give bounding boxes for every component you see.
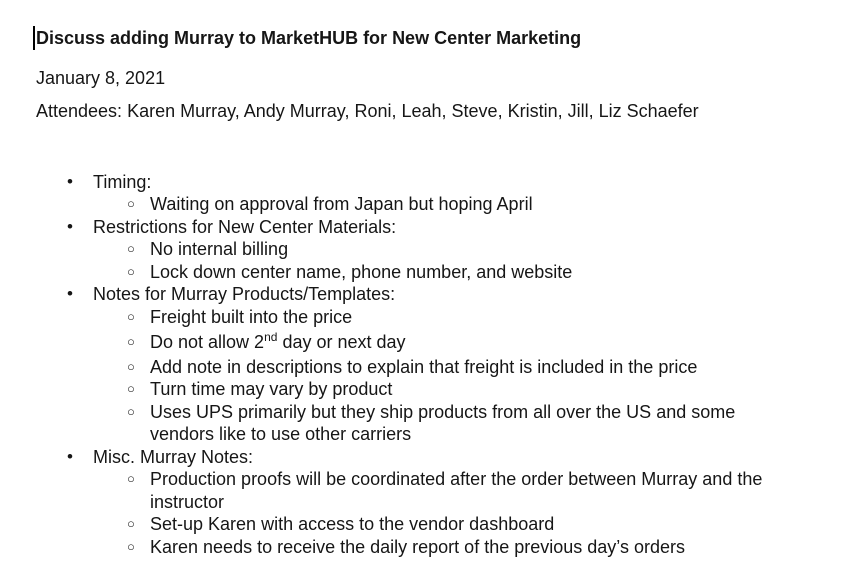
- circle-bullet-icon: ○: [127, 403, 135, 419]
- text-cursor: [33, 26, 35, 50]
- text-segment: day or next day: [277, 332, 406, 352]
- list-item-lock-down-info[interactable]: [36, 261, 816, 284]
- circle-bullet-icon: ○: [127, 358, 135, 374]
- list-item-misc-notes[interactable]: [36, 446, 816, 469]
- bullet-icon: •: [67, 284, 73, 303]
- list-item-text: Turn time may vary by product: [150, 379, 393, 399]
- circle-bullet-icon: ○: [127, 381, 135, 396]
- list-item-label: Timing:: [93, 171, 152, 192]
- date-line[interactable]: January 8, 2021: [36, 67, 166, 88]
- attendees-line[interactable]: Attendees: Karen Murray, Andy Murray, Roni, Leah, Steve, Kristin, Jill, Liz Schaefer: [36, 101, 699, 121]
- list-item-text: Lock down center name, phone number, and website: [150, 261, 573, 282]
- circle-bullet-icon: ○: [127, 334, 135, 349]
- list-item-text: Set-up Karen with access to the vendor dashboard: [150, 514, 555, 534]
- bullet-icon: •: [67, 171, 73, 191]
- circle-bullet-icon: ○: [127, 263, 135, 279]
- list-item-label: Restrictions for New Center Materials:: [93, 216, 397, 237]
- notes-list: [36, 171, 816, 559]
- list-item-ups-carriers[interactable]: [36, 401, 816, 446]
- list-item-text: Waiting on approval from Japan but hoping April: [150, 194, 533, 214]
- list-item-text: Karen needs to receive the daily report of the previous day’s orders: [150, 536, 685, 557]
- list-item-daily-report[interactable]: [36, 536, 816, 559]
- list-item-text: Production proofs will be coordinated after the order between Murray and the instructor: [150, 469, 763, 512]
- circle-bullet-icon: ○: [127, 196, 135, 211]
- list-item-text: Add note in descriptions to explain that freight is included in the price: [150, 356, 698, 377]
- text-segment: Do not allow 2: [150, 332, 265, 352]
- superscript-ordinal: nd: [264, 330, 278, 344]
- list-item-freight[interactable]: [36, 306, 816, 329]
- list-item-label: Misc. Murray Notes:: [93, 446, 254, 467]
- circle-bullet-icon: ○: [127, 538, 135, 554]
- list-item-vendor-dashboard[interactable]: [36, 513, 816, 536]
- list-item-text: Uses UPS primarily but they ship products from all over the US and some vendors like to use other carriers: [150, 401, 736, 444]
- list-item-products-templates[interactable]: [36, 283, 816, 306]
- bullet-icon: •: [67, 216, 73, 236]
- list-item-turn-time[interactable]: [36, 378, 816, 401]
- list-item-text: No internal billing: [150, 239, 289, 259]
- document-title[interactable]: [36, 27, 816, 50]
- circle-bullet-icon: ○: [127, 471, 135, 486]
- list-item-2nd-day[interactable]: [36, 328, 816, 356]
- circle-bullet-icon: ○: [127, 308, 135, 324]
- list-item-text: [150, 331, 406, 354]
- list-item-timing[interactable]: [36, 171, 816, 194]
- list-item-label: Notes for Murray Products/Templates:: [93, 284, 396, 304]
- circle-bullet-icon: ○: [127, 241, 135, 256]
- list-item-japan-approval[interactable]: [36, 193, 816, 216]
- list-item-restrictions[interactable]: [36, 216, 816, 239]
- bullet-icon: •: [67, 446, 73, 466]
- list-item-no-internal-billing[interactable]: [36, 238, 816, 261]
- document-title-text: Discuss adding Murray to MarketHUB for New Center Marketing: [36, 28, 582, 48]
- list-item-production-proofs[interactable]: [36, 468, 816, 513]
- list-item-text: Freight built into the price: [150, 306, 353, 327]
- circle-bullet-icon: ○: [127, 516, 135, 531]
- list-item-add-note[interactable]: [36, 356, 816, 379]
